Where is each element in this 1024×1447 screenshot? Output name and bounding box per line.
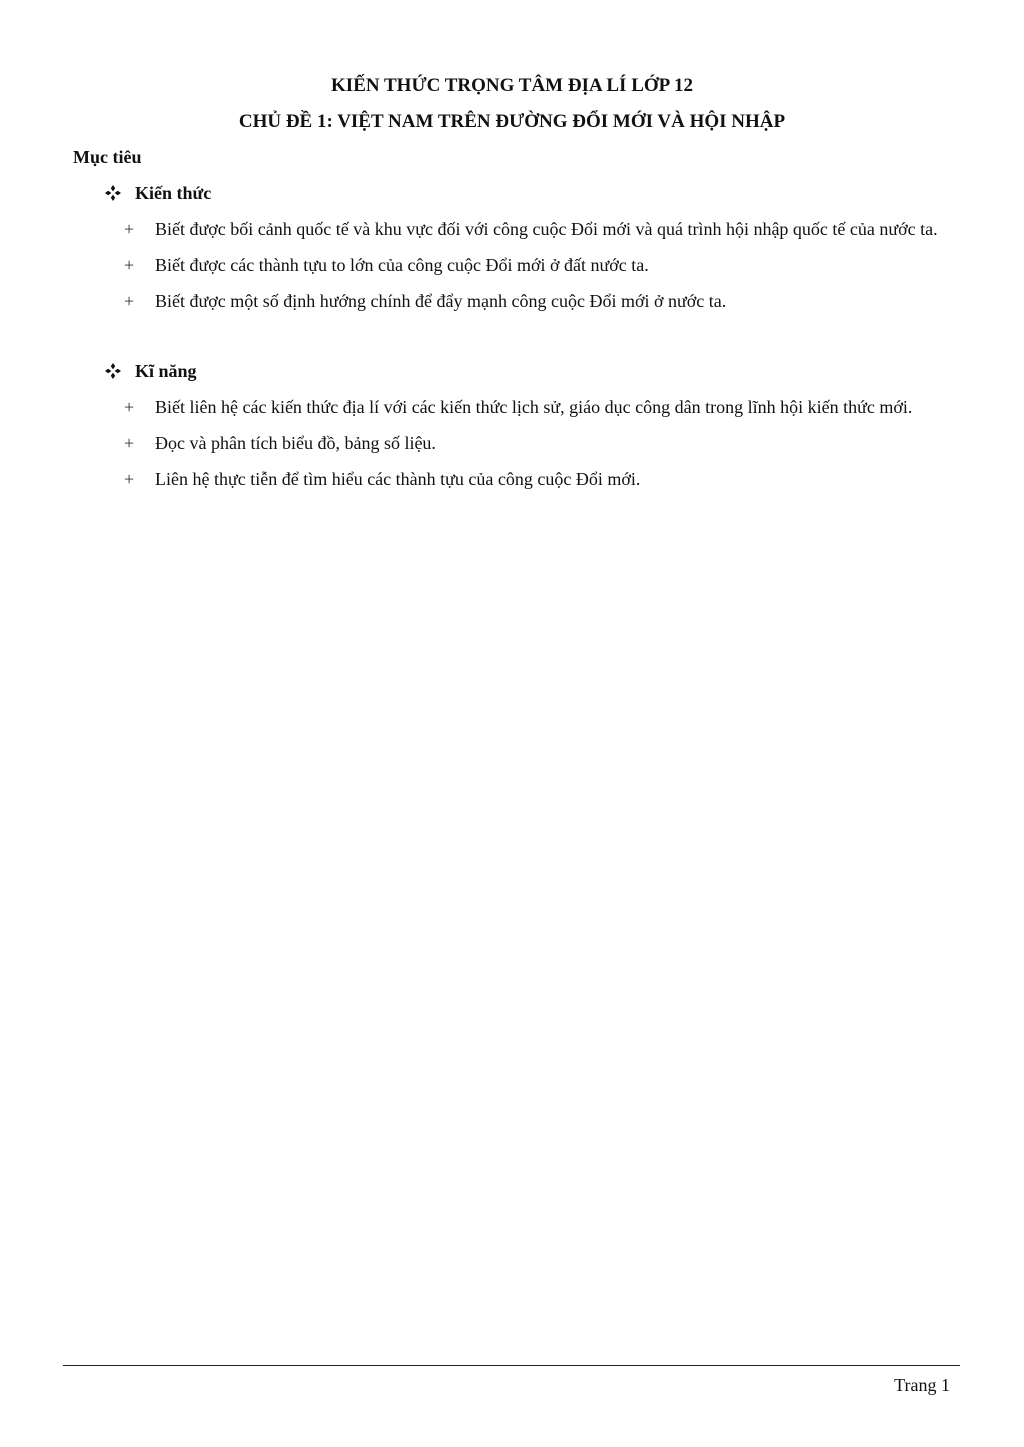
list-item-text: Liên hệ thực tiễn để tìm hiểu các thành tựu của công cuộc Đổi mới.	[155, 469, 641, 489]
topic-title: CHỦ ĐỀ 1: VIỆT NAM TRÊN ĐƯỜNG ĐỔI MỚI VÀ HỘI NHẬP	[238, 111, 786, 132]
skills-heading	[104, 358, 964, 384]
skills-heading-label: Kĩ năng	[135, 360, 197, 381]
knowledge-heading	[104, 180, 964, 206]
list-item	[104, 462, 964, 496]
plus-bullet-icon: +	[124, 291, 135, 311]
footer-divider	[63, 1365, 960, 1366]
list-item	[104, 426, 964, 460]
diamond-bullet-icon	[104, 184, 122, 202]
list-item-text: Biết được một số định hướng chính để đẩy mạnh công cuộc Đổi mới ở nước ta.	[155, 291, 727, 311]
page-title: KIẾN THỨC TRỌNG TÂM ĐỊA LÍ LỚP 12	[331, 75, 693, 96]
plus-bullet-icon: +	[124, 469, 135, 489]
list-item-text: Đọc và phân tích biểu đồ, bảng số liệu.	[155, 433, 436, 453]
knowledge-heading-label: Kiến thức	[135, 182, 212, 203]
plus-bullet-icon: +	[124, 433, 135, 453]
list-item	[104, 248, 964, 282]
knowledge-section	[104, 180, 964, 320]
page-number: Trang 1	[894, 1375, 950, 1395]
plus-bullet-icon: +	[124, 397, 135, 417]
list-item	[104, 284, 964, 318]
plus-bullet-icon: +	[124, 219, 135, 239]
skills-section	[104, 358, 964, 498]
list-item	[104, 212, 964, 246]
list-item-text: Biết liên hệ các kiến thức địa lí với các kiến thức lịch sử, giáo dục công dân trong lĩnh hội kiến thức mới.	[155, 397, 913, 417]
skills-list	[104, 390, 964, 496]
knowledge-list	[104, 212, 964, 318]
list-item-text: Biết được các thành tựu to lớn của công cuộc Đổi mới ở đất nước ta.	[155, 255, 649, 275]
diamond-bullet-icon	[104, 362, 122, 380]
list-item	[104, 390, 964, 424]
objectives-heading: Mục tiêu	[73, 147, 142, 167]
plus-bullet-icon: +	[124, 255, 135, 275]
list-item-text: Biết được bối cảnh quốc tế và khu vực đối với công cuộc Đổi mới và quá trình hội nhập quốc tế của nước ta.	[155, 219, 938, 239]
